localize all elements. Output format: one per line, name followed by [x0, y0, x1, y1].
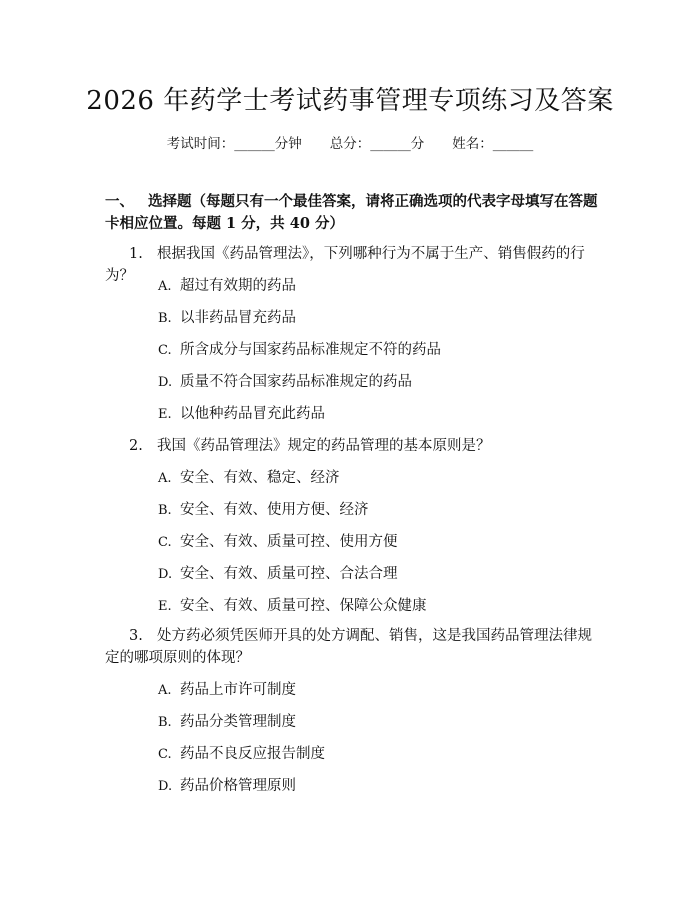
- section-heading: [105, 191, 603, 235]
- option-letter: C.: [158, 343, 172, 358]
- option-text: 超过有效期的药品: [180, 278, 296, 294]
- option-text: 药品分类管理制度: [180, 714, 296, 730]
- question-2: [105, 435, 603, 457]
- option-letter: E.: [158, 599, 172, 614]
- option-text: 质量不符合国家药品标准规定的药品: [180, 374, 412, 390]
- option-text: 以他种药品冒充此药品: [180, 406, 325, 422]
- total-score-label: 总分：______分: [329, 136, 425, 152]
- question-number: 3.: [129, 628, 143, 644]
- question-number: 1.: [129, 246, 143, 262]
- option-letter: D.: [158, 779, 173, 794]
- section-number: 一、: [105, 193, 134, 210]
- option-letter: D.: [158, 567, 173, 582]
- question-2-option-d: [158, 564, 398, 585]
- question-1-option-c: [158, 340, 441, 361]
- question-3: [105, 625, 603, 669]
- question-3-option-d: [158, 776, 296, 797]
- question-1-option-a: [158, 276, 296, 297]
- option-text: 安全、有效、使用方便、经济: [180, 502, 369, 518]
- page-title: 2026 年药学士考试药事管理专项练习及答案: [86, 86, 614, 116]
- exam-time-label: 考试时间：______分钟: [166, 136, 302, 152]
- question-1-option-e: [158, 404, 325, 425]
- option-letter: C.: [158, 535, 172, 550]
- question-2-option-a: [158, 468, 340, 489]
- option-letter: B.: [158, 503, 172, 518]
- option-text: 药品不良反应报告制度: [180, 746, 325, 762]
- exam-meta: [0, 132, 700, 152]
- option-letter: A.: [158, 471, 172, 486]
- question-1-option-d: [158, 372, 412, 393]
- option-text: 药品价格管理原则: [180, 778, 296, 794]
- option-text: 以非药品冒充药品: [180, 310, 296, 326]
- section-text: 选择题（每题只有一个最佳答案，请将正确选项的代表字母填写在答题卡相应位置。每题 1 分，共 40 分）: [105, 193, 598, 232]
- option-text: 安全、有效、稳定、经济: [180, 470, 340, 486]
- question-number: 2.: [129, 438, 143, 454]
- question-text: 处方药必须凭医师开具的处方调配、销售，这是我国药品管理法律规定的哪项原则的体现？: [105, 628, 592, 666]
- option-letter: B.: [158, 311, 172, 326]
- question-2-option-c: [158, 532, 398, 553]
- student-name-label: 姓名：______: [452, 136, 534, 152]
- option-text: 安全、有效、质量可控、使用方便: [180, 534, 398, 550]
- option-text: 安全、有效、质量可控、合法合理: [180, 566, 398, 582]
- option-letter: A.: [158, 683, 172, 698]
- question-2-option-e: [158, 596, 427, 617]
- option-letter: C.: [158, 747, 172, 762]
- question-text: 我国《药品管理法》规定的药品管理的基本原则是？: [157, 438, 491, 454]
- option-letter: B.: [158, 715, 172, 730]
- question-2-option-b: [158, 500, 369, 521]
- option-text: 所含成分与国家药品标准规定不符的药品: [180, 342, 441, 358]
- question-3-option-a: [158, 680, 296, 701]
- option-letter: A.: [158, 279, 172, 294]
- question-3-option-c: [158, 744, 325, 765]
- option-text: 安全、有效、质量可控、保障公众健康: [180, 598, 427, 614]
- option-letter: D.: [158, 375, 173, 390]
- option-text: 药品上市许可制度: [180, 682, 296, 698]
- option-letter: E.: [158, 407, 172, 422]
- question-3-option-b: [158, 712, 296, 733]
- question-text: 根据我国《药品管理法》，下列哪种行为不属于生产、销售假药的行为？: [105, 246, 585, 284]
- question-1-option-b: [158, 308, 296, 329]
